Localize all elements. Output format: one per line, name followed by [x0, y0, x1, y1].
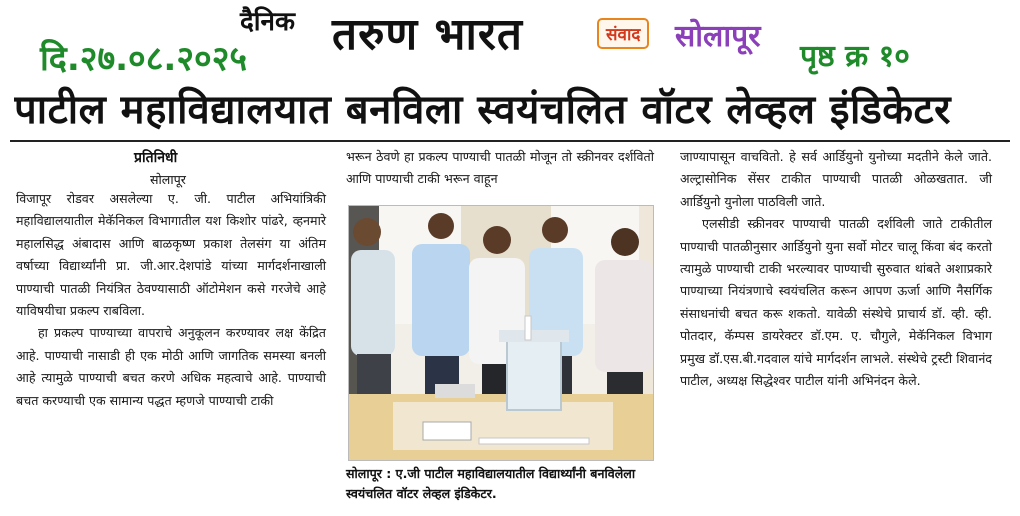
- article-column-2: [346, 146, 654, 191]
- edition-city: सोलापूर: [675, 19, 761, 54]
- column3-paragraph-2: एलसीडी स्क्रीनवर पाण्याची पातळी दर्शविली जाते टाकीतील पाण्याची पातळीनुसार आर्डियुनो युना सर्वो मोटर चालू किंवा बंद करतो त्यामुळे पाण्याची टाकी भरल्यावर पाण्याची सुरुवात थांबते अशाप्रकारे पाण्याच्या नियंत्रणाचे स्वयंचलित करून आपण ऊर्जा आणि नैसर्गिक संसाधनांची बचत करू शकतो. यावेळी संस्थेचे प्राचार्य डॉ. व्ही. व्ही. पोतदार, कॅम्पस डायरेक्टर डॉ.एम. ए. चौगुले, मेकॅनिकल विभाग प्रमुख डॉ.एस.बी.गदवाल यांचे मार्गदर्शन लाभले. संस्थेचे ट्रस्टी शिवानंद पाटील, अध्यक्ष सिद्धेश्वर पाटील यांनी अभिनंदन केले.: [680, 216, 992, 389]
- daily-label: दैनिक: [240, 7, 295, 37]
- column3-paragraph-1: जाण्यापासून वाचवितो. हे सर्व आर्डियुनो युनोच्या मदतीने केले जाते. अल्ट्रासोनिक सेंसर टाकीत पाण्याची पातळी ओळखतात. जी आर्डियुनो युनोला पाठविली जाते.: [680, 149, 992, 209]
- issue-date: दि.२७.०८.२०२५: [40, 39, 248, 79]
- samvad-badge: संवाद: [597, 18, 649, 49]
- byline-place: सोलापूर: [150, 172, 186, 187]
- article-column-1: [16, 188, 326, 412]
- masthead: [0, 0, 1020, 80]
- news-photo: [348, 205, 654, 461]
- column1-paragraph-1: विजापूर रोडवर असलेल्या ए. जी. पाटील अभियांत्रिकी महाविद्यालयातील मेकॅनिकल विभागातील यश किशोर पांढरे, व्हनमारे महालसिद्ध अंबादास आणि बाळकृष्ण प्रकाश तेलसंग या अंतिम वर्षाच्या विद्यार्थ्यांनी प्रा. जी.आर.देशपांडे यांच्या मार्गदर्शनाखाली पाण्याची पातळी नियंत्रित ठेवण्यासाठी ऑटोमेशन कसे गरजेचे आहे याविषयीचा प्रकल्प राबविला.: [16, 191, 326, 319]
- article-column-3: [680, 146, 992, 392]
- byline-reporter: प्रतिनिधी: [134, 150, 178, 166]
- page-number: पृष्ठ क्र १०: [800, 39, 910, 74]
- headline-divider: [10, 140, 1010, 142]
- article-headline: पाटील महाविद्यालयात बनविला स्वयंचलित वॉटर लेव्हल इंडिकेटर: [14, 87, 952, 133]
- column1-paragraph-2: हा प्रकल्प पाण्याच्या वापराचे अनुकूलन करण्यावर लक्ष केंद्रित आहे. पाण्याची नासाडी ही एक मोठी आणि जागतिक समस्या बनली आहे त्यामुळे पाण्याची बचत करणे अधिक महत्वाचे आहे. पाण्याची बचत करण्याची एक सामान्य पद्धत म्हणजे पाण्याची टाकी: [16, 325, 326, 408]
- students-with-project-photo: [349, 206, 654, 461]
- photo-caption: सोलापूर : ए.जी पाटील महाविद्यालयातील विद्यार्थ्यांनी बनविलेला स्वयंचलित वॉटर लेव्हल इंडिकेटर.: [346, 466, 636, 501]
- newspaper-logo: तरुण भारत: [332, 9, 523, 60]
- column2-paragraph-1: भरून ठेवणे हा प्रकल्प पाण्याची पातळी मोजून तो स्क्रीनवर दर्शवितो आणि पाण्याची टाकी भरून वाहून: [346, 149, 654, 187]
